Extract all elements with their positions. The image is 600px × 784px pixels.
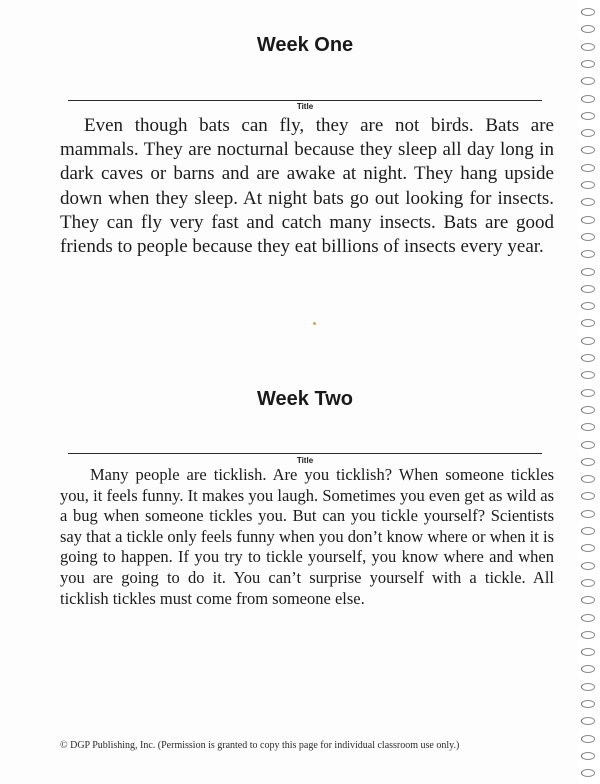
binding-coil-loop bbox=[581, 406, 595, 414]
week-two-heading: Week Two bbox=[257, 388, 353, 410]
binding-coil-loop bbox=[581, 60, 595, 68]
binding-coil-loop bbox=[581, 544, 595, 552]
binding-coil-loop bbox=[581, 475, 595, 483]
binding-coil-loop bbox=[581, 527, 595, 535]
binding-coil-loop bbox=[581, 181, 595, 189]
binding-coil-loop bbox=[581, 683, 595, 691]
binding-coil-loop bbox=[581, 319, 595, 327]
spiral-binding bbox=[578, 0, 600, 784]
binding-coil-loop bbox=[581, 648, 595, 656]
binding-coil-loop bbox=[581, 216, 595, 224]
binding-coil-loop bbox=[581, 285, 595, 293]
binding-coil-loop bbox=[581, 129, 595, 137]
binding-coil-loop bbox=[581, 164, 595, 172]
binding-coil-loop bbox=[581, 233, 595, 241]
week-one-title-label: Title bbox=[296, 102, 314, 111]
binding-coil-loop bbox=[581, 268, 595, 276]
binding-coil-loop bbox=[581, 354, 595, 362]
binding-coil-loop bbox=[581, 423, 595, 431]
binding-coil-loop bbox=[581, 752, 595, 760]
binding-coil-loop bbox=[581, 614, 595, 622]
binding-coil-loop bbox=[581, 25, 595, 33]
binding-coil-loop bbox=[581, 95, 595, 103]
binding-coil-loop bbox=[581, 562, 595, 570]
binding-coil-loop bbox=[581, 112, 595, 120]
binding-coil-loop bbox=[581, 735, 595, 743]
week-one-passage: Even though bats can fly, they are not birds. Bats are mammals. They are nocturnal because they sleep all day long in dark caves or barns and are awake at night. They hang upside down when they sleep. At night bats go out looking for insects. They can fly very fast and catch many insects. Bats are good friends to people because they eat billions of insects every year. bbox=[60, 115, 554, 258]
paper-speck bbox=[313, 322, 316, 325]
binding-coil-loop bbox=[581, 302, 595, 310]
binding-coil-loop bbox=[581, 389, 595, 397]
binding-coil-loop bbox=[581, 8, 595, 16]
binding-coil-loop bbox=[581, 146, 595, 154]
week-one-title-line bbox=[68, 100, 542, 101]
week-one-heading: Week One bbox=[256, 34, 354, 56]
binding-coil-loop bbox=[581, 43, 595, 51]
binding-coil-loop bbox=[581, 250, 595, 258]
binding-coil-loop bbox=[581, 510, 595, 518]
binding-coil-loop bbox=[581, 458, 595, 466]
binding-coil-loop bbox=[581, 371, 595, 379]
binding-coil-loop bbox=[581, 665, 595, 673]
binding-coil-loop bbox=[581, 441, 595, 449]
binding-coil-loop bbox=[581, 717, 595, 725]
binding-coil-loop bbox=[581, 77, 595, 85]
copyright-footer: © DGP Publishing, Inc. (Permission is granted to copy this page for individual classroom use only.) bbox=[60, 740, 460, 751]
binding-coil-loop bbox=[581, 492, 595, 500]
binding-coil-loop bbox=[581, 596, 595, 604]
binding-coil-loop bbox=[581, 769, 595, 777]
binding-coil-loop bbox=[581, 579, 595, 587]
binding-coil-loop bbox=[581, 198, 595, 206]
binding-coil-loop bbox=[581, 700, 595, 708]
week-two-title-label: Title bbox=[296, 456, 314, 465]
week-two-title-line bbox=[68, 453, 542, 454]
binding-coil-loop bbox=[581, 631, 595, 639]
week-two-passage: Many people are ticklish. Are you ticklish? When someone tickles you, it feels funny. It makes you laugh. Sometimes you even get as wild as a bug when someone tickles you. But can you tickle yourself? Scientists say that a tickle only feels funny when you don’t know where or when it is going to happen. If you try to tickle yourself, you know where and when you are going to do it. You can’t surprise yourself with a tickle. All ticklish tickles must come from someone else. bbox=[60, 465, 554, 608]
binding-coil-loop bbox=[581, 337, 595, 345]
